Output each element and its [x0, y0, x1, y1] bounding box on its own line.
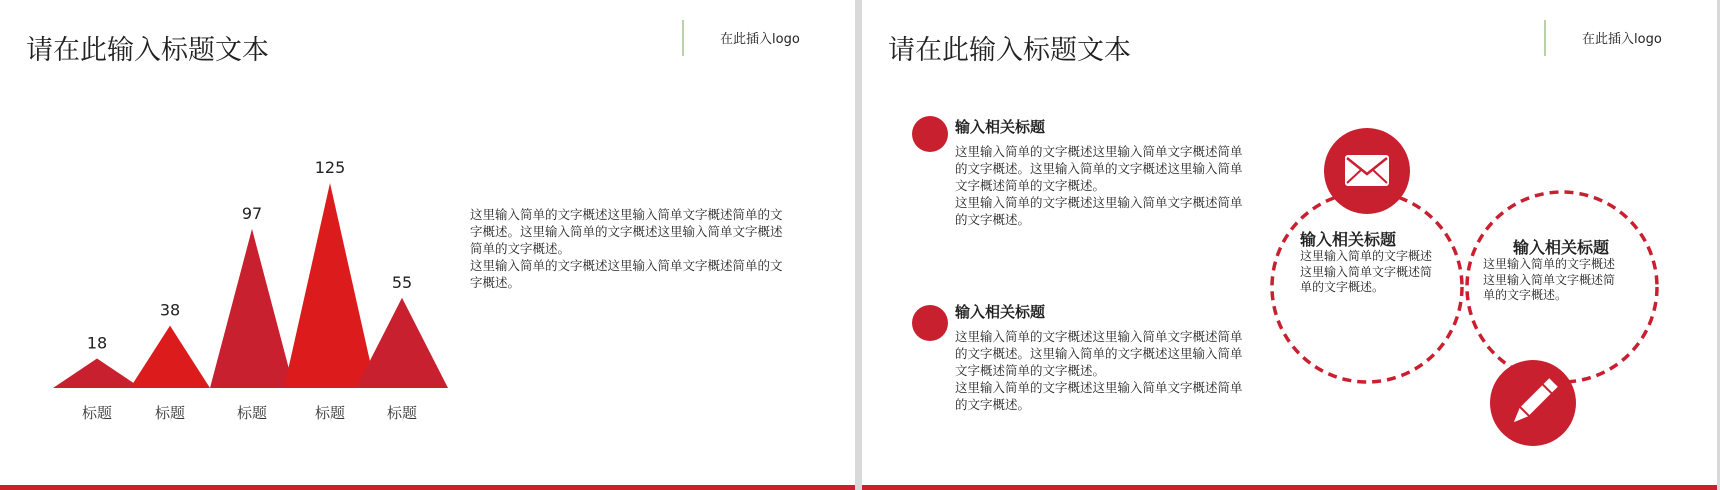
- pencil-icon: [1490, 360, 1576, 446]
- item-title: 输入相关标题: [955, 303, 1046, 321]
- pencil-circle: [1490, 360, 1576, 446]
- category-label: 标题: [236, 404, 268, 422]
- category-label: 标题: [386, 404, 418, 422]
- data-label: 125: [314, 158, 346, 177]
- data-label: 97: [241, 203, 263, 223]
- item-paragraph: 这里输入简单的文字概述这里输入简单文字概述简单的文字概述。这里输入简单的文字概述这里输入简单文字概述简单的文字概述。: [955, 144, 1243, 193]
- slide-title: 请在此输入标题文本: [26, 35, 269, 66]
- peak-mark: [210, 229, 294, 388]
- bottom-accent-line: [862, 485, 1717, 490]
- slide-features: [862, 0, 1717, 490]
- category-label: 标题: [154, 404, 186, 422]
- peak-mark: [284, 183, 376, 388]
- bottom-accent-line: [0, 485, 855, 490]
- slide-chart: [0, 0, 855, 490]
- peak-mark: [130, 326, 210, 388]
- item-title: 输入相关标题: [955, 118, 1046, 136]
- item-paragraph: 这里输入简单的文字概述这里输入简单文字概述简单的文字概述。: [955, 195, 1243, 227]
- envelope-icon: [1324, 128, 1410, 214]
- description-paragraph: 这里输入简单的文字概述这里输入简单文字概述简单的文字概述。这里输入简单的文字概述这里输入简单文字概述简单的文字概述。: [470, 207, 783, 256]
- slide-title: 请在此输入标题文本: [888, 35, 1131, 66]
- logo-placeholder: 在此插入logo: [1582, 32, 1662, 47]
- description-paragraph: 这里输入简单的文字概述这里输入简单文字概述简单的文字概述。: [470, 258, 783, 290]
- data-label: 38: [159, 300, 181, 320]
- peak-mark: [356, 298, 448, 388]
- peak-mark: [53, 358, 141, 388]
- category-label: 标题: [314, 404, 346, 422]
- circle-title: 输入相关标题: [1513, 238, 1610, 257]
- data-label: 18: [86, 333, 108, 353]
- item-paragraph: 这里输入简单的文字概述这里输入简单文字概述简单的文字概述。这里输入简单的文字概述这里输入简单文字概述简单的文字概述。: [955, 329, 1243, 378]
- item-paragraph: 这里输入简单的文字概述这里输入简单文字概述简单的文字概述。: [955, 380, 1243, 412]
- circle-text: 这里输入简单的文字概述这里输入简单文字概述简单的文字概述。: [1300, 249, 1433, 294]
- data-label: 55: [391, 272, 413, 292]
- circle-title: 输入相关标题: [1300, 230, 1397, 249]
- category-label: 标题: [81, 404, 113, 422]
- logo-placeholder: 在此插入logo: [720, 32, 800, 47]
- chart-description: [470, 206, 788, 291]
- circle-text: 这里输入简单的文字概述这里输入简单文字概述简单的文字概述。: [1483, 257, 1616, 302]
- envelope-circle: [1324, 128, 1410, 214]
